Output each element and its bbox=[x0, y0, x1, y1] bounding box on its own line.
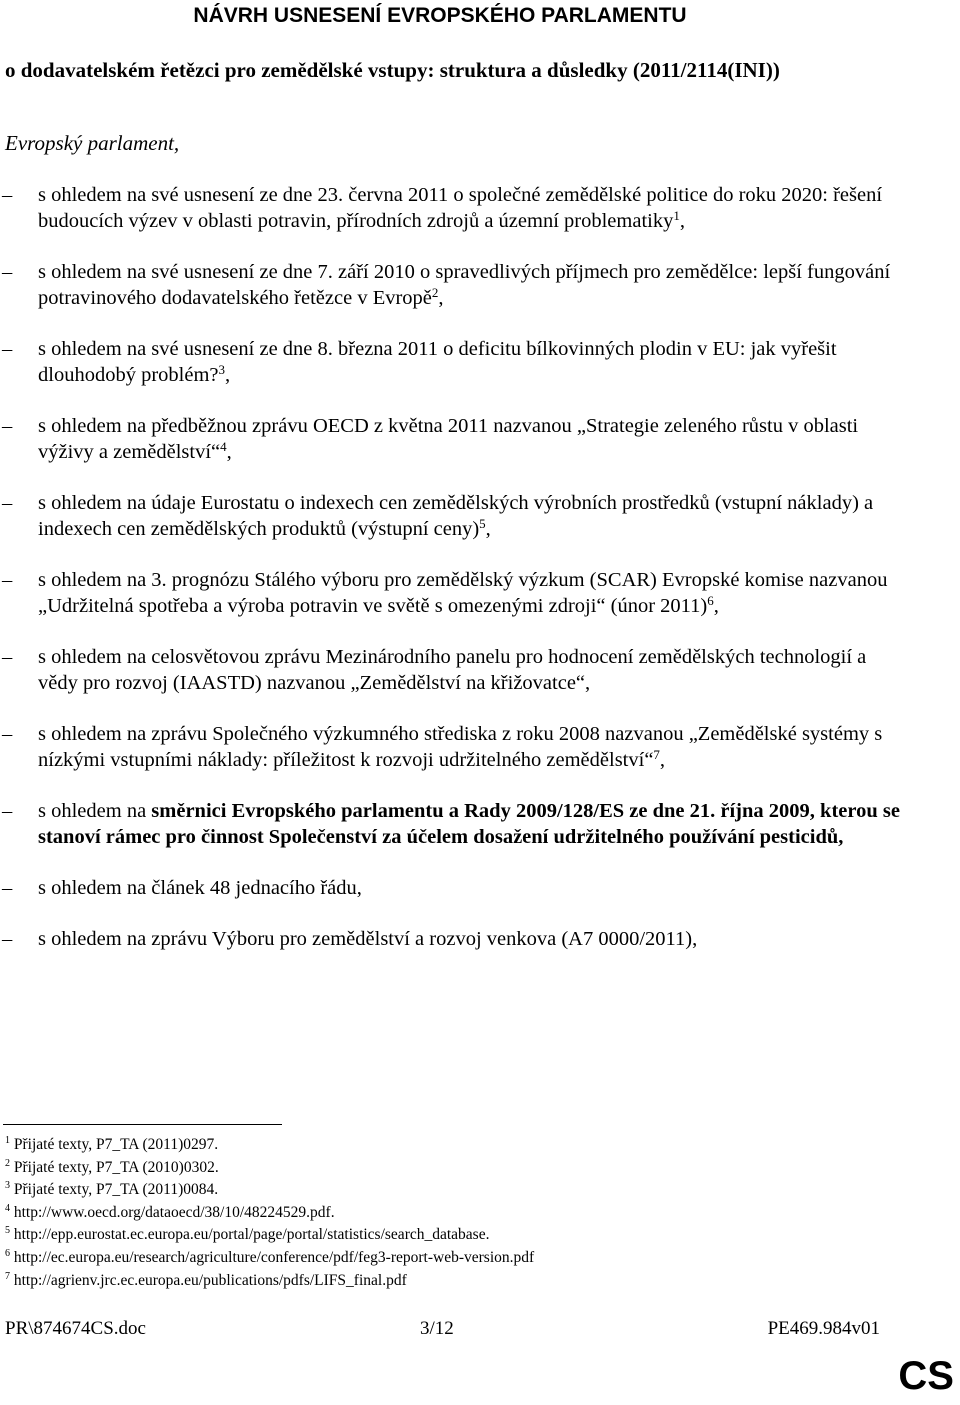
footer-page-number: 3/12 bbox=[420, 1318, 454, 1339]
dash-bullet: – bbox=[2, 928, 13, 950]
citation-tail: , bbox=[713, 595, 719, 617]
footnote-item bbox=[5, 1202, 534, 1225]
citation-item bbox=[0, 182, 960, 234]
dash-bullet: – bbox=[2, 723, 13, 745]
citation-text: s ohledem na celosvětovou zprávu Mezinárodního panelu pro hodnocení zemědělských technologií a vědy pro rozvoj (IAASTD) nazvanou „Zemědělství na křižovatce“, bbox=[38, 646, 867, 694]
footnote-link[interactable]: http://epp.eurostat.ec.europa.eu/portal/page/portal/statistics/search_database. bbox=[13, 1226, 490, 1244]
citation-item bbox=[0, 721, 960, 773]
citation-item bbox=[0, 336, 960, 388]
footer-doc-name: PR\874674CS.doc bbox=[5, 1318, 146, 1339]
footnote-ref: 7 bbox=[653, 747, 660, 762]
footnote-ref: 5 bbox=[479, 516, 486, 531]
citation-tail: , bbox=[438, 287, 444, 309]
footnote-item bbox=[5, 1157, 534, 1180]
citation-text: s ohledem na článek 48 jednacího řádu, bbox=[38, 877, 362, 899]
citation-list bbox=[0, 182, 960, 977]
dash-bullet: – bbox=[2, 569, 13, 591]
footnote-number: 2 bbox=[5, 1157, 10, 1169]
citation-item bbox=[0, 875, 960, 901]
footnote-ref: 1 bbox=[673, 208, 680, 223]
intro-line: Evropský parlament, bbox=[5, 131, 180, 155]
citation-text: s ohledem na své usnesení ze dne 7. září 2010 o spravedlivých příjmech pro zemědělce: lepší fungování potravinového dodavatelského řetězce v Evropě bbox=[38, 261, 891, 309]
citation-item bbox=[0, 798, 960, 850]
citation-bold-text: směrnici Evropského parlamentu a Rady 2009/128/ES ze dne 21. října 2009, kterou se stanoví rámec pro činnost Společenství za účelem dosažení udržitelného používání pesticidů, bbox=[38, 800, 900, 848]
footnote-ref: 3 bbox=[218, 362, 225, 377]
page-title: NÁVRH USNESENÍ EVROPSKÉHO PARLAMENTU bbox=[193, 4, 687, 27]
dash-bullet: – bbox=[2, 338, 13, 360]
citation-text: s ohledem na zprávu Společného výzkumného střediska z roku 2008 nazvanou „Zemědělské systémy s nízkými vstupními náklady: příležitost k rozvoji udržitelného zemědělství“ bbox=[38, 723, 883, 771]
footnote-list bbox=[5, 1134, 534, 1292]
footnote-text: Přijaté texty, P7_TA (2011)0297. bbox=[13, 1136, 219, 1153]
footnote-text: Přijaté texty, P7_TA (2011)0084. bbox=[13, 1181, 219, 1199]
footnote-item bbox=[5, 1247, 534, 1270]
citation-text: s ohledem na bbox=[38, 800, 152, 822]
citation-text: s ohledem na zprávu Výboru pro zemědělství a rozvoj venkova (A7 0000/2011), bbox=[38, 928, 698, 950]
citation-item bbox=[0, 413, 960, 465]
citation-tail: , bbox=[679, 210, 685, 232]
footer-reference: PE469.984v01 bbox=[767, 1318, 880, 1339]
footnote-number: 6 bbox=[5, 1247, 10, 1259]
citation-item bbox=[0, 259, 960, 311]
citation-item bbox=[0, 490, 960, 542]
dash-bullet: – bbox=[2, 877, 13, 899]
subject-heading: o dodavatelském řetězci pro zemědělské vstupy: struktura a důsledky (2011/2114(INI)) bbox=[5, 58, 780, 82]
footnote-ref: 4 bbox=[220, 439, 227, 454]
citation-item bbox=[0, 926, 960, 952]
footnote-number: 7 bbox=[5, 1270, 10, 1282]
citation-tail: , bbox=[659, 749, 666, 771]
citation-item bbox=[0, 567, 960, 619]
citation-text: s ohledem na údaje Eurostatu o indexech cen zemědělských výrobních prostředků (vstupní náklady) a indexech cen zemědělských produktů (výstupní ceny) bbox=[38, 492, 874, 540]
dash-bullet: – bbox=[2, 800, 13, 822]
citation-text: s ohledem na své usnesení ze dne 23. června 2011 o společné zemědělské politice do roku 2020: řešení budoucích výzev v oblasti potravin, přírodních zdrojů a územní problematiky bbox=[38, 184, 883, 232]
footnote-link[interactable]: http://agrienv.jrc.ec.europa.eu/publications/pdfs/LIFS_final.pdf bbox=[13, 1271, 407, 1289]
footnote-item bbox=[5, 1224, 534, 1247]
dash-bullet: – bbox=[2, 492, 13, 514]
citation-tail: , bbox=[485, 518, 491, 540]
footnote-number: 5 bbox=[5, 1225, 10, 1237]
citation-text: s ohledem na předběžnou zprávu OECD z května 2011 nazvanou „Strategie zeleného růstu v oblasti výživy a zemědělství“ bbox=[38, 415, 859, 463]
footnote-number: 1 bbox=[5, 1135, 10, 1146]
footnote-item bbox=[5, 1179, 534, 1202]
footnote-ref: 2 bbox=[431, 285, 439, 300]
language-code: CS bbox=[898, 1354, 954, 1398]
footnote-link[interactable]: http://www.oecd.org/dataoecd/38/10/48224529.pdf. bbox=[13, 1203, 335, 1221]
citation-tail: , bbox=[225, 364, 231, 386]
dash-bullet: – bbox=[2, 184, 13, 206]
footnote-separator bbox=[3, 1124, 282, 1125]
citation-text: s ohledem na 3. prognózu Stálého výboru pro zemědělský výzkum (SCAR) Evropské komise nazvanou „Udržitelná spotřeba a výroba potravin ve světě s omezenými zdroji“ (únor 2011) bbox=[38, 569, 888, 617]
citation-tail: , bbox=[226, 441, 232, 463]
citation-item bbox=[0, 644, 960, 696]
dash-bullet: – bbox=[2, 646, 13, 668]
citation-text: s ohledem na své usnesení ze dne 8. března 2011 o deficitu bílkovinných plodin v EU: jak vyřešit dlouhodobý problém? bbox=[38, 338, 837, 386]
footnote-link[interactable]: http://ec.europa.eu/research/agriculture/conference/pdf/feg3-report-web-version.pdf bbox=[13, 1248, 535, 1266]
footnote-number: 4 bbox=[5, 1202, 10, 1214]
footnote-item bbox=[5, 1134, 534, 1157]
footnote-text: Přijaté texty, P7_TA (2010)0302. bbox=[13, 1158, 219, 1176]
footnote-ref: 6 bbox=[707, 593, 714, 608]
dash-bullet: – bbox=[2, 261, 13, 283]
dash-bullet: – bbox=[2, 415, 13, 437]
footnote-item bbox=[5, 1270, 534, 1293]
footnote-number: 3 bbox=[5, 1180, 10, 1192]
